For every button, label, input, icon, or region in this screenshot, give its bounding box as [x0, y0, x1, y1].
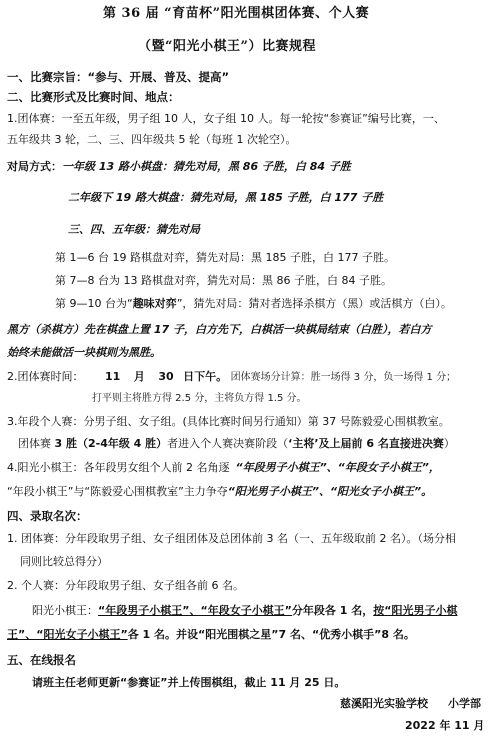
play-mode-grade345 [68, 223, 200, 237]
team-time-month: 11 [105, 370, 121, 383]
team-time-tail: 日下午。 [183, 370, 228, 383]
grade-king-count: 分年段各 1 名， [291, 604, 374, 617]
ranking-team-1: 1. 团体赛：分年段取男子组、女子组团体及总团体前 3 名（一、五年级取前 2 名）。（场分相 [7, 532, 456, 545]
ranking-king-1 [32, 604, 457, 618]
grade2-rule: 二年级下 19 路大棋盘：猜先对局，黑 185 子胜，白 177 子胜 [68, 191, 384, 204]
play-mode-label: 对局方式： [7, 160, 62, 173]
table-rule-9-10-prefix: 第 9—10 台为“ [55, 297, 133, 310]
sunshine-kings: “阳光男子小棋王”、“阳光女子小棋王”。 [227, 485, 433, 498]
sunshine-king-title-start: 按“阳光男子小棋 [373, 604, 458, 617]
grade-king-titles: “年段男子小棋王”、“年段女子小棋王” [98, 604, 292, 617]
play-mode-grade1 [7, 160, 351, 174]
team-time-day: 30 [158, 370, 174, 383]
registration-notice: 请班主任老师更新“参赛证”并上传围棋组，截止 11 月 25 日。 [32, 676, 346, 689]
section-registration: 五、在线报名 [7, 653, 76, 667]
play-mode-grade2 [68, 191, 383, 205]
awards-count: 各 1 名。并设“阳光围棋之星”7 名、“优秀小棋手”8 名。 [127, 628, 415, 641]
score-rule-2: 打平则主将胜方得 2.5 分，主将负方得 1.5 分。 [92, 393, 307, 404]
doc-title: 第 36 届 “育苗杯”阳光围棋团体赛、个人赛 [103, 6, 370, 21]
qual-wins: 3 胜（2-4年级 4 胜） [54, 437, 168, 450]
little-king-rule-2 [7, 485, 432, 499]
ranking-individual: 2. 个人赛：分年段取男子组、女子组各前 6 名。 [7, 579, 244, 592]
table-rule-1-6: 第 1—6 台 19 路棋盘对弈，猜先对局：黑 185 子胜，白 177 子胜。 [55, 251, 395, 264]
little-king-prefix: 4.阳光小棋王：各年段男女组个人前 2 名角逐 [7, 461, 230, 474]
signature-date: 2022 年 11 月 [405, 719, 485, 732]
signature-org: 慈溪阳光实验学校 [340, 697, 428, 710]
final-qualification-rule [18, 437, 455, 451]
grade345-rule: 三、四、五年级：猜先对局 [68, 223, 200, 236]
individual-game-rule: 3.年段个人赛：分男子组、女子组。(具体比赛时间另行通知）第 37 号陈毅爱心围棋教室。 [7, 415, 450, 428]
little-king-rule-1 [7, 461, 440, 475]
fun-game-label: 趣味对弈 [132, 297, 177, 310]
table-rule-9-10 [55, 297, 452, 311]
qual-direct: ‘主将’及上届前 6 名直接进决赛 [288, 437, 444, 450]
table-rule-7-8: 第 7—8 台为 13 路棋盘对弈，猜先对局：黑 86 子胜，白 84 子胜。 [55, 274, 392, 287]
team-time-month-unit: 月 [133, 370, 145, 383]
table-rule-9-10-suffix: ”，猜先对局：猜对者选择杀棋方（黑）或活棋方（白）。 [176, 297, 452, 310]
section-purpose: 一、比赛宗旨：“参与、开展、普及、提高” [7, 70, 230, 84]
qual-prefix: 团体赛 [18, 437, 55, 450]
section-ranking: 四、录取名次： [7, 509, 88, 523]
sunshine-king-title-end: 王”、“阳光女子小棋王” [7, 628, 128, 641]
team-game-time [7, 370, 456, 385]
team-rule-line-2: 五年级共 3 轮，二、三、四年级共 5 轮（每班 1 次轮空）。 [7, 133, 297, 146]
doc-subtitle: （暨“阳光小棋王”）比赛规程 [138, 39, 316, 54]
fun-game-rule-1: 黑方（杀棋方）先在棋盘上置 17 子，白方先下，白棋活一块棋局结束（白胜），若白方 [7, 323, 432, 336]
section-format: 二、比赛形式及比赛时间、地点： [7, 90, 180, 104]
fun-game-rule-2: 始终未能做活一块棋则为黑胜。 [7, 346, 161, 359]
ranking-team-2: 同则比较总得分） [20, 555, 108, 568]
qual-suffix: ） [443, 437, 455, 450]
little-king-contest: “年段小棋王”与“陈毅爱心围棋教室”主力争夺 [7, 485, 228, 498]
team-time-label: 2.团体赛时间： [7, 370, 84, 383]
ranking-king-2 [7, 628, 415, 642]
signature-dept: 小学部 [448, 697, 481, 710]
qual-mid: 者进入个人赛决赛阶段（ [167, 437, 289, 450]
score-rule-1: 团体赛场分计算：胜一场得 3 分，负一场得 1 分； [230, 372, 457, 383]
king-label: 阳光小棋王： [32, 604, 98, 617]
grade-kings: “年段男子小棋王”、“年段女子小棋王”， [235, 461, 440, 474]
team-rule-line-1: 1.团体赛：一至五年级，男子组 10 人，女子组 10 人。每一轮按“参赛证”编号比赛，一、 [7, 112, 445, 125]
grade1-rule: 一年级 13 路小棋盘：猜先对局，黑 86 子胜，白 84 子胜 [62, 160, 351, 173]
